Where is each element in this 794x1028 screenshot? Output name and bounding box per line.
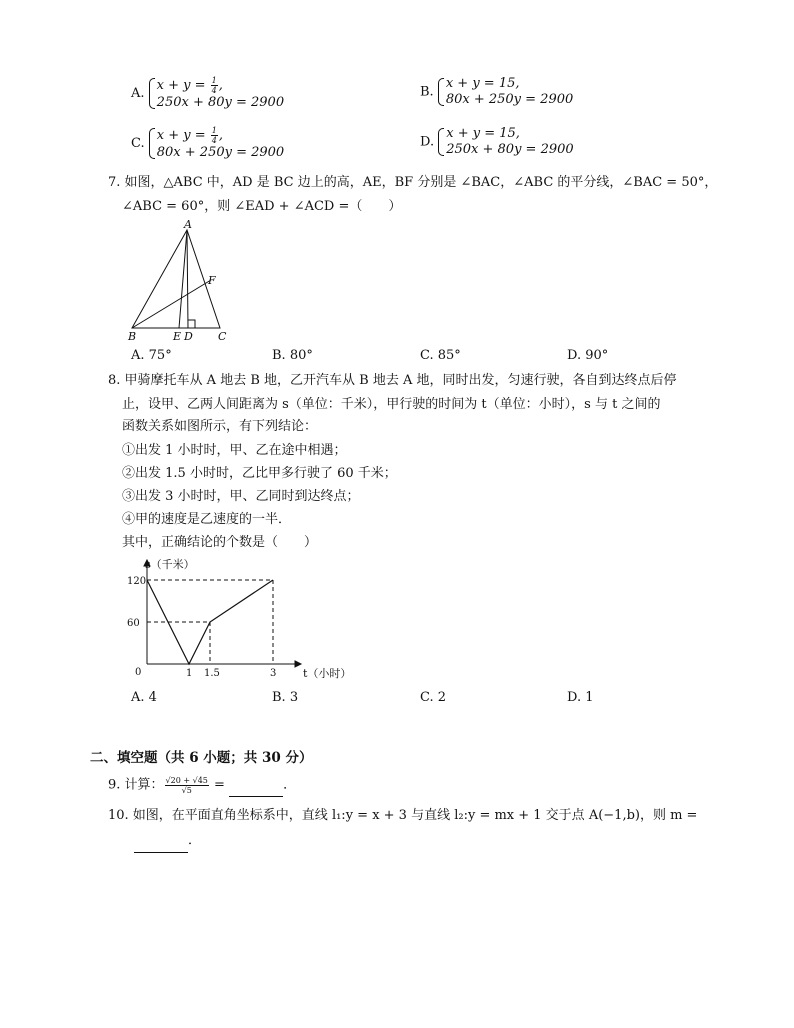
q8-option-d: D. 1: [567, 690, 594, 705]
section-2-title: 二、填空题（共 6 小题；共 30 分）: [90, 750, 313, 766]
q6-a-frac-num: 1: [211, 76, 217, 85]
y-tick-label-120: 120: [127, 576, 147, 587]
point-e-label: E: [173, 330, 182, 343]
q6-option-c-label: C.: [131, 136, 145, 151]
q7-line2: ∠ABC = 60°，则 ∠EAD + ∠ACD =（ ）: [122, 199, 402, 214]
vertex-b-label: B: [128, 330, 137, 343]
q9-end: ．: [283, 777, 297, 793]
q7-triangle-figure: [120, 218, 240, 348]
q6-c-eq1: x + y =: [156, 128, 210, 143]
q7-option-c: C. 85°: [420, 348, 461, 363]
q9: [108, 774, 296, 797]
vertex-a-label: A: [184, 218, 192, 231]
q6-b-eq1: x + y = 15,: [445, 76, 520, 91]
q8-line2: 止，设甲、乙两人间距离为 s（单位：千米），甲行驶的时间为 t（单位：小时），s 与 t 之间的: [122, 397, 661, 412]
point-d-label: D: [184, 330, 193, 343]
q10-line2: [134, 830, 201, 853]
q6-a-frac-den: 4: [211, 86, 217, 95]
q8-item-4: ④甲的速度是乙速度的一半．: [122, 512, 292, 527]
q10-end: ．: [188, 833, 202, 848]
q8-item-3: ③出发 3 小时时，甲、乙同时到达终点；: [122, 489, 360, 504]
bisector-ae: [179, 230, 187, 328]
point-f-label: F: [208, 274, 216, 287]
q10-line1: 10. 如图，在平面直角坐标系中，直线 l₁:y = x + 3 与直线 l₂:y = mx + 1 交于点 A(−1,b)，则 m =: [108, 808, 698, 823]
q9-fraction: [165, 776, 209, 795]
q8-distance-time-chart: [115, 556, 352, 684]
q9-numerator: √20 + √45: [165, 776, 208, 785]
q6-option-b-label: B.: [420, 84, 434, 100]
q6-a-eq1: x + y =: [156, 78, 210, 93]
q9-equals: =: [209, 777, 230, 793]
x-tick-label-1: 1: [186, 668, 193, 679]
altitude-ad: [187, 230, 188, 328]
q6-option-d-label: D.: [420, 134, 435, 150]
y-tick-label-60: 60: [127, 618, 140, 629]
q7-option-b: B. 80°: [272, 348, 313, 363]
q6-option-a-label: A.: [131, 86, 145, 101]
q8-line1: 8. 甲骑摩托车从 A 地去 B 地，乙开汽车从 B 地去 A 地，同时出发，匀速行驶，各自到达终点后停: [108, 373, 677, 388]
q6-option-b: [420, 76, 573, 108]
q8-option-c: C. 2: [420, 690, 447, 705]
q6-option-d: [420, 126, 574, 158]
bisector-bf: [132, 280, 211, 328]
q7-line1: 7. 如图，△ABC 中，AD 是 BC 边上的高，AE，BF 分别是 ∠BAC，∠ABC 的平分线，∠BAC = 50°，: [108, 175, 718, 190]
q7-option-a: A. 75°: [131, 348, 172, 363]
q6-d-eq2: 250x + 80y = 2900: [446, 142, 574, 157]
q8-line3: 函数关系如图所示，有下列结论：: [122, 419, 318, 434]
q6-b-eq2: 80x + 250y = 2900: [445, 92, 574, 107]
q8-option-a: A. 4: [131, 690, 157, 705]
q6-a-eq2: 250x + 80y = 2900: [156, 95, 285, 110]
q10-answer-blank[interactable]: [134, 830, 188, 853]
triangle-abc: [132, 230, 220, 328]
q6-a-eq1-tail: ,: [218, 78, 223, 93]
x-tick-label-1-5: 1.5: [204, 668, 220, 679]
q6-option-d-system: [438, 126, 573, 158]
right-angle-mark: [188, 320, 195, 328]
vertex-c-label: C: [218, 330, 227, 343]
q6-option-c: [131, 126, 284, 161]
q6-option-c-system: [149, 126, 284, 161]
q6-option-b-system: [438, 76, 573, 108]
q9-answer-blank[interactable]: [229, 774, 283, 797]
x-axis-arrow: [295, 661, 301, 667]
q8-item-2: ②出发 1.5 小时时，乙比甲多行驶了 60 千米；: [122, 466, 397, 481]
q8-item-1: ①出发 1 小时时，甲、乙在途中相遇；: [122, 443, 347, 458]
origin-label: 0: [135, 667, 142, 678]
q6-option-a-system: [149, 76, 284, 111]
q8-prompt: 其中，正确结论的个数是（ ）: [122, 535, 318, 550]
x-axis-title: t（小时）: [303, 667, 352, 680]
q9-prefix: 9. 计算：: [108, 777, 164, 793]
x-tick-label-3: 3: [270, 668, 277, 679]
y-axis-title: s（千米）: [145, 558, 195, 571]
q6-d-eq1: x + y = 15,: [446, 126, 520, 141]
q6-c-eq1-tail: ,: [218, 128, 223, 143]
q9-denominator: √5: [181, 786, 192, 795]
q8-option-b: B. 3: [272, 690, 299, 705]
q6-c-eq2: 80x + 250y = 2900: [156, 145, 285, 160]
q7-option-d: D. 90°: [567, 348, 609, 363]
q6-c-frac-den: 4: [211, 136, 217, 145]
q6-option-a: [131, 76, 284, 111]
q6-c-frac-num: 1: [211, 126, 217, 135]
